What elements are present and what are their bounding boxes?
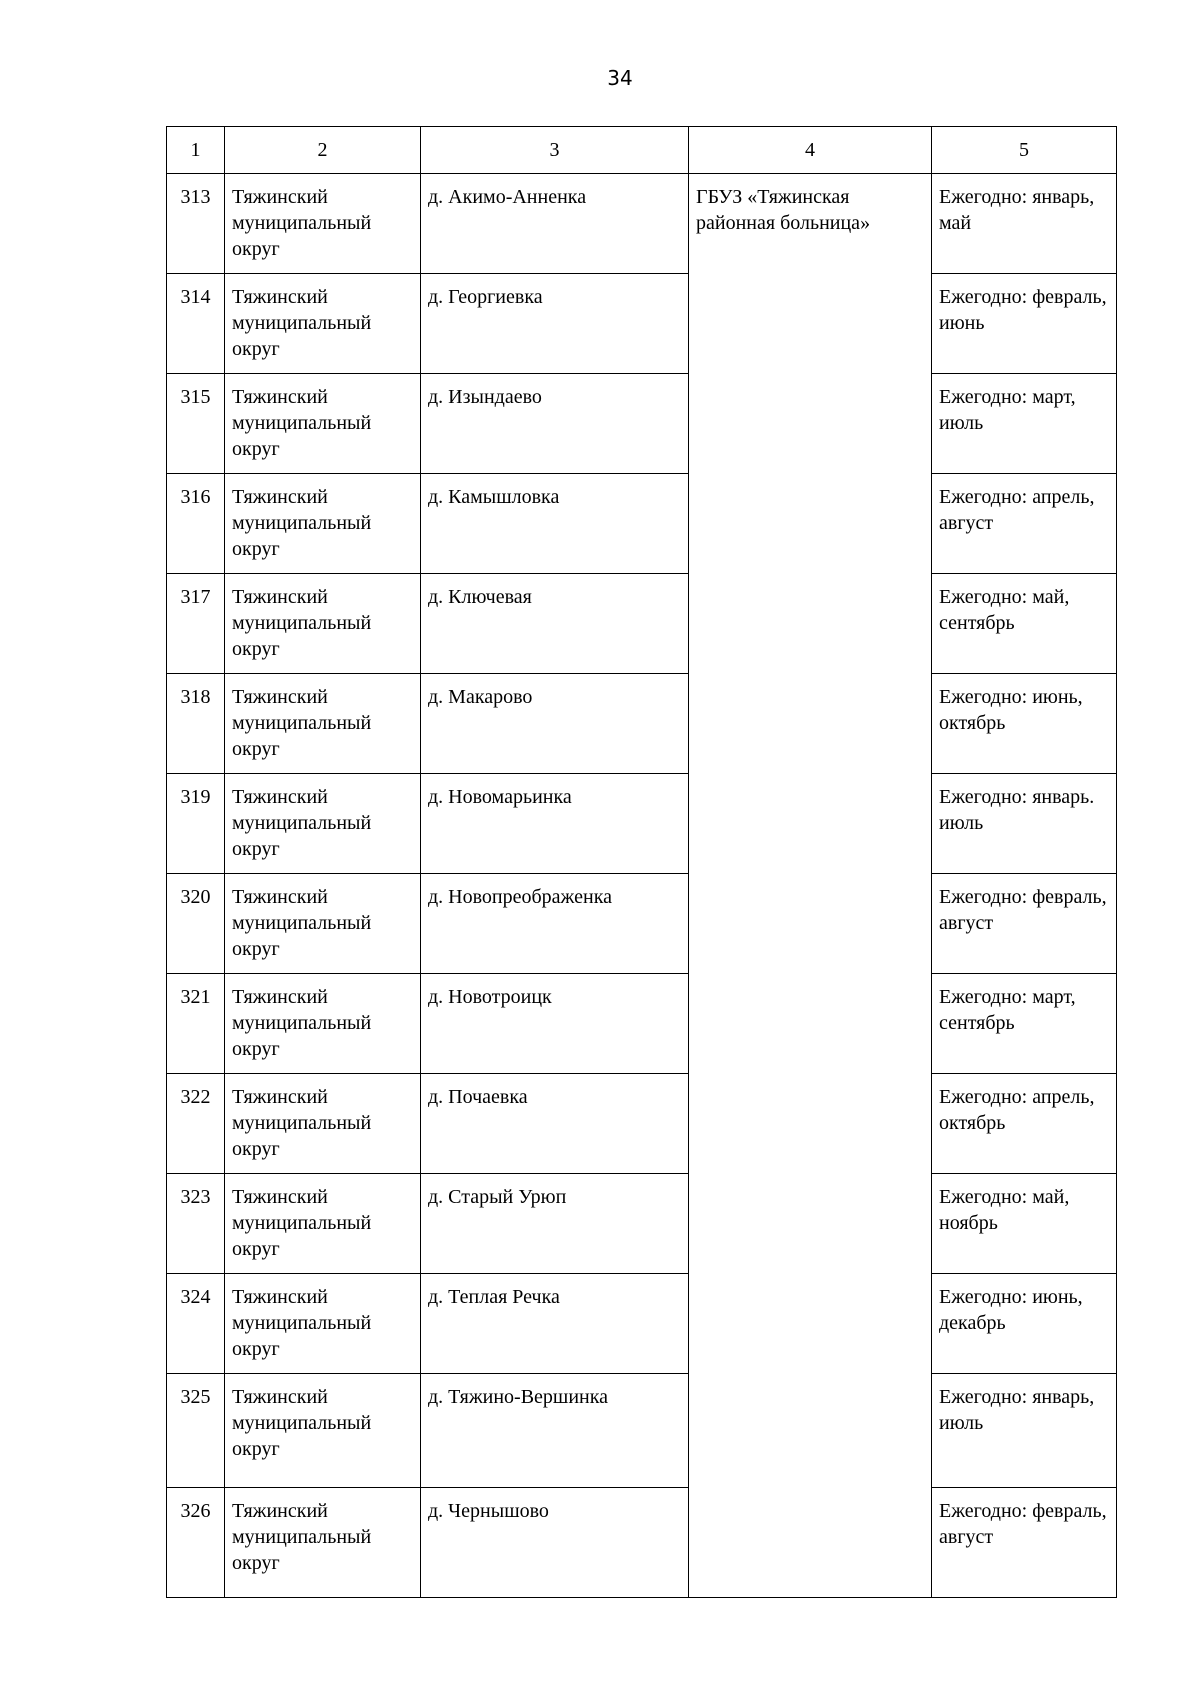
table-row — [167, 774, 1117, 874]
row-number: 315 — [167, 374, 225, 474]
table-row — [167, 174, 1117, 274]
settlement-cell: д. Старый Урюп — [421, 1174, 689, 1274]
district-cell: Тяжинский муниципальный округ — [225, 974, 421, 1074]
schedule-cell: Ежегодно: май, сентябрь — [932, 574, 1117, 674]
settlement-cell: д. Камышловка — [421, 474, 689, 574]
district-cell: Тяжинский муниципальный округ — [225, 1374, 421, 1488]
row-number: 326 — [167, 1488, 225, 1598]
district-cell: Тяжинский муниципальный округ — [225, 1074, 421, 1174]
organization-cell: ГБУЗ «Тяжинская районная больница» — [689, 174, 932, 1598]
schedule-cell: Ежегодно: март, сентябрь — [932, 974, 1117, 1074]
schedule-cell: Ежегодно: январь. июль — [932, 774, 1117, 874]
row-number: 321 — [167, 974, 225, 1074]
table-row — [167, 974, 1117, 1074]
schedule-table — [166, 126, 1117, 1598]
district-cell: Тяжинский муниципальный округ — [225, 274, 421, 374]
table-row — [167, 474, 1117, 574]
schedule-cell: Ежегодно: март, июль — [932, 374, 1117, 474]
schedule-cell: Ежегодно: февраль, август — [932, 874, 1117, 974]
district-cell: Тяжинский муниципальный округ — [225, 174, 421, 274]
row-number: 313 — [167, 174, 225, 274]
schedule-cell: Ежегодно: апрель, август — [932, 474, 1117, 574]
district-cell: Тяжинский муниципальный округ — [225, 774, 421, 874]
header-col-5: 5 — [932, 127, 1117, 174]
table-row — [167, 374, 1117, 474]
settlement-cell: д. Новопреображенка — [421, 874, 689, 974]
district-cell: Тяжинский муниципальный округ — [225, 474, 421, 574]
table-row — [167, 1174, 1117, 1274]
schedule-cell: Ежегодно: январь, июль — [932, 1374, 1117, 1488]
schedule-cell: Ежегодно: май, ноябрь — [932, 1174, 1117, 1274]
table-header-row — [167, 127, 1117, 174]
row-number: 320 — [167, 874, 225, 974]
table-row — [167, 574, 1117, 674]
row-number: 325 — [167, 1374, 225, 1488]
settlement-cell: д. Георгиевка — [421, 274, 689, 374]
schedule-cell: Ежегодно: июнь, декабрь — [932, 1274, 1117, 1374]
settlement-cell: д. Чернышово — [421, 1488, 689, 1598]
header-col-3: 3 — [421, 127, 689, 174]
settlement-cell: д. Новотроицк — [421, 974, 689, 1074]
settlement-cell: д. Почаевка — [421, 1074, 689, 1174]
settlement-cell: д. Акимо-Анненка — [421, 174, 689, 274]
header-col-1: 1 — [167, 127, 225, 174]
row-number: 322 — [167, 1074, 225, 1174]
schedule-cell: Ежегодно: июнь, октябрь — [932, 674, 1117, 774]
settlement-cell: д. Новомарьинка — [421, 774, 689, 874]
settlement-cell: д. Изындаево — [421, 374, 689, 474]
page-number: 34 — [607, 66, 633, 90]
row-number: 317 — [167, 574, 225, 674]
table-row — [167, 1488, 1117, 1598]
row-number: 323 — [167, 1174, 225, 1274]
district-cell: Тяжинский муниципальный округ — [225, 374, 421, 474]
row-number: 314 — [167, 274, 225, 374]
schedule-cell: Ежегодно: апрель, октябрь — [932, 1074, 1117, 1174]
district-cell: Тяжинский муниципальный округ — [225, 1174, 421, 1274]
settlement-cell: д. Ключевая — [421, 574, 689, 674]
schedule-cell: Ежегодно: февраль, июнь — [932, 274, 1117, 374]
row-number: 316 — [167, 474, 225, 574]
table-row — [167, 274, 1117, 374]
district-cell: Тяжинский муниципальный округ — [225, 1488, 421, 1598]
schedule-cell: Ежегодно: январь, май — [932, 174, 1117, 274]
table-row — [167, 1274, 1117, 1374]
table-row — [167, 674, 1117, 774]
header-col-2: 2 — [225, 127, 421, 174]
settlement-cell: д. Теплая Речка — [421, 1274, 689, 1374]
row-number: 318 — [167, 674, 225, 774]
header-col-4: 4 — [689, 127, 932, 174]
schedule-cell: Ежегодно: февраль, август — [932, 1488, 1117, 1598]
table-row — [167, 1374, 1117, 1488]
settlement-cell: д. Макарово — [421, 674, 689, 774]
table-row — [167, 874, 1117, 974]
district-cell: Тяжинский муниципальный округ — [225, 674, 421, 774]
district-cell: Тяжинский муниципальный округ — [225, 1274, 421, 1374]
table-row — [167, 1074, 1117, 1174]
district-cell: Тяжинский муниципальный округ — [225, 874, 421, 974]
row-number: 319 — [167, 774, 225, 874]
row-number: 324 — [167, 1274, 225, 1374]
settlement-cell: д. Тяжино-Вершинка — [421, 1374, 689, 1488]
district-cell: Тяжинский муниципальный округ — [225, 574, 421, 674]
